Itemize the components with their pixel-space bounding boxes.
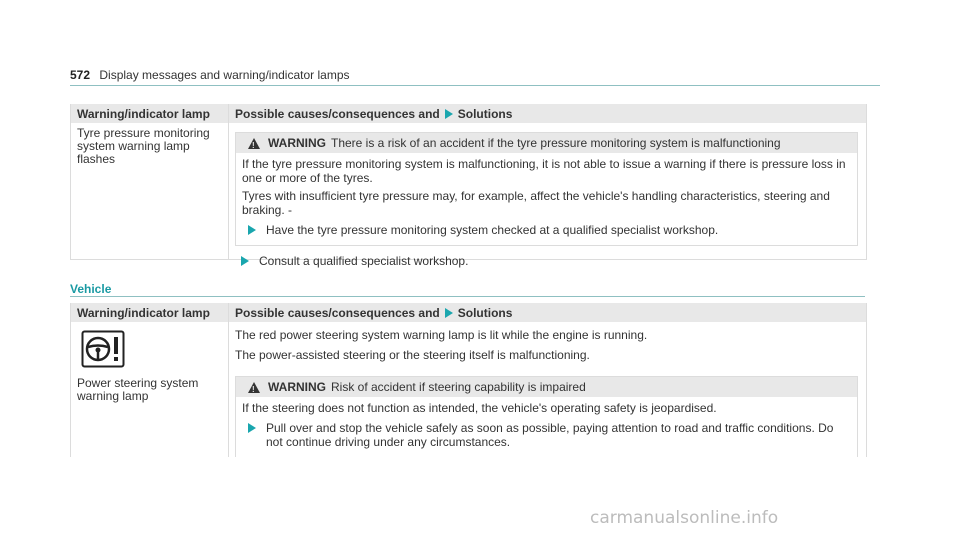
warning-bar <box>236 133 857 153</box>
power-steering-table <box>70 303 867 457</box>
tyre-pressure-table <box>70 104 867 268</box>
solution-item <box>241 254 858 268</box>
warning-label: WARNING <box>268 380 326 394</box>
page-header <box>70 68 350 82</box>
warning-paragraph: Tyres with insufficient tyre pressure may, for example, affect the vehicle's handling characteristics, steering and braking. - <box>242 189 830 217</box>
table-row <box>71 322 866 457</box>
table-header-row <box>71 104 866 123</box>
column-header-causes <box>229 107 866 121</box>
causes-cell <box>229 123 866 268</box>
arrow-icon <box>241 256 249 266</box>
arrow-icon <box>445 109 453 119</box>
watermark: carmanualsonline.info <box>590 508 779 528</box>
table-row <box>71 123 866 268</box>
warning-paragraph: If the steering does not function as intended, the vehicle's operating safety is jeopardised. <box>242 401 717 415</box>
warning-triangle-icon <box>248 382 260 393</box>
lamp-description: Tyre pressure monitoring system warning lamp flashes <box>77 126 210 166</box>
warning-action-text: Have the tyre pressure monitoring system checked at a qualified specialist workshop. <box>266 223 719 237</box>
column-header-lamp: Warning/indicator lamp <box>77 305 210 320</box>
table-header-row <box>71 303 866 322</box>
column-header-causes-label: Possible causes/consequences and <box>235 106 440 121</box>
power-steering-warning-icon <box>81 330 228 371</box>
warning-box <box>235 376 858 457</box>
solution-text: Consult a qualified specialist workshop. <box>259 254 469 268</box>
causes-cell <box>229 322 866 457</box>
page-number: 572 <box>70 68 91 82</box>
page-title: Display messages and warning/indicator lamps <box>99 68 350 82</box>
warning-box <box>235 132 858 246</box>
warning-body <box>236 153 857 245</box>
cause-line: The red power steering system warning lamp is lit while the engine is running. <box>235 328 648 342</box>
warning-body <box>236 397 857 457</box>
section-divider <box>70 296 865 297</box>
column-header-lamp: Warning/indicator lamp <box>77 106 210 121</box>
warning-action-text: Pull over and stop the vehicle safely as soon as possible, paying attention to road and traffic conditions. Do not continue driving under any circumstances. <box>266 421 834 449</box>
warning-title: Risk of accident if steering capability is impaired <box>331 380 586 394</box>
lamp-description: Power steering system warning lamp <box>77 376 199 403</box>
warning-title: There is a risk of an accident if the tyre pressure monitoring system is malfunctioning <box>331 136 781 150</box>
warning-bar <box>236 377 857 397</box>
arrow-icon <box>248 225 256 235</box>
cause-line: The power-assisted steering or the steering itself is malfunctioning. <box>235 348 590 362</box>
warning-triangle-icon <box>248 138 260 149</box>
warning-paragraph: If the tyre pressure monitoring system is malfunctioning, it is not able to issue a warning if there is pressure loss in one or more of the tyres. <box>242 157 846 185</box>
warning-action <box>248 421 851 449</box>
column-header-solutions-label: Solutions <box>457 106 513 121</box>
arrow-icon <box>248 423 256 433</box>
warning-action <box>248 223 851 237</box>
section-title: Vehicle <box>70 282 112 296</box>
lamp-cell <box>71 322 228 457</box>
arrow-icon <box>445 308 453 318</box>
column-header-causes <box>229 306 866 320</box>
header-divider <box>70 85 880 86</box>
warning-label: WARNING <box>268 136 326 150</box>
column-header-solutions-label: Solutions <box>457 305 513 320</box>
column-header-causes-label: Possible causes/consequences and <box>235 305 440 320</box>
